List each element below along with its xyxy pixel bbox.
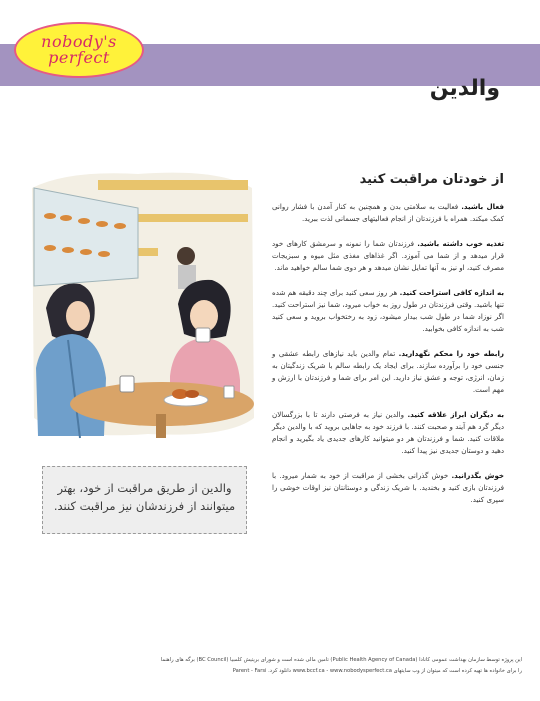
paragraph-eat-well <box>272 238 504 274</box>
cafe-illustration <box>28 168 256 440</box>
content-heading: از خودتان مراقبت کنید <box>359 172 504 187</box>
pull-quote: والدین از طریق مراقبت از خود، بهتر میتوانند از فرزندشان نیز مراقبت کنند. <box>42 466 247 534</box>
logo-line-2: perfect <box>48 48 110 67</box>
footer-credits <box>22 655 522 677</box>
paragraph-have-fun <box>272 470 504 506</box>
paragraph-lead: به دیگران ابراز علاقه کنید. <box>407 410 504 419</box>
paragraph-lead: به اندازه کافی استراحت کنید. <box>399 288 504 297</box>
paragraph-text: فرزندتان شما را نمونه و سرمشق کارهای خود قرار میدهد و از شما می آموزد. اگر غذاهای مغذی مثل میوه و سبزیجات مصرف کنید، او نیز به آنها تمایل نشان میدهد و هر دوی شما سالم خواهید ماند. <box>272 239 504 272</box>
paragraph-relationship <box>272 348 504 396</box>
paragraph-lead: خوش بگذرانید. <box>451 471 504 480</box>
paragraph-be-active <box>272 201 504 225</box>
paragraph-lead: رابطه خود را محکم نگهدارید. <box>398 349 504 358</box>
paragraph-text: تمام والدین باید نیازهای رابطه عشقی و جنسی خود را برآورده سازند. برای ایجاد یک رابطه سالم با شریک زندگیتان به زمان، انرژی، توجه و عشق نیاز دارید. این امر برای شما و فرزندتان با ارزش و مهم است. <box>272 349 504 394</box>
paragraph-socialize <box>272 409 504 457</box>
footer-line-1: این پروژه توسط سازمان بهداشت عمومی کانادا (Public Health Agency of Canada) تامین مالی شده است و شورای بریتیش کلمبیا (BC Council) برگه های راهنما <box>160 657 522 663</box>
paragraph-rest <box>272 287 504 335</box>
paragraph-text: فعالیت به سلامتی بدن و همچنین به کنار آمدن با فشار روانی کمک میکند. همراه با فرزندتان از انجام فعالیتهای جسمانی لذت ببرید. <box>272 202 504 223</box>
paragraph-text: والدین نیاز به فرصتی دارند تا با بزرگسالان دیگر گرد هم آیند و صحبت کنند. با فرزند خود به جاهایی بروید که با والدین دیگر ملاقات کنید. شما و فرزندتان هر دو میتوانید کارهای جدیدی یاد بگیرید و انجام دهید و دوستان جدیدی نیز پیدا کنید. <box>272 410 504 455</box>
paragraph-text: خوش گذرانی بخشی از مراقبت از خود به شمار میرود. با فرزندتان بازی کنید و بخندید. با شریک زندگی و دوستانتان نیز اوقات خوشی را سپری کنید. <box>272 471 504 504</box>
logo-line-1: nobody's <box>41 32 117 51</box>
logo-text <box>14 34 144 66</box>
main-content <box>272 172 504 519</box>
paragraph-text: هر روز سعی کنید برای چند دقیقه هم شده تنها باشید. وقتی فرزندتان در طول روز به خواب میرود، شما نیز استراحت کنید. اگر نوزاد شما در طول شب بیدار میشود، زود به رختخواب بروید و سعی کنید شب به اندازه کافی بخوابید. <box>272 288 504 333</box>
paragraph-lead: فعال باشید. <box>461 202 504 211</box>
footer-line-2: را برای خانواده ها تهیه کرده است که میتوان از وب سایتهای www.bccf.ca - www.nobodysperfect.ca دانلود کرد. Parent - Farsi <box>232 668 522 674</box>
paragraph-lead: تغذیه خوب داشته باشید. <box>417 239 504 248</box>
section-title: والدین <box>429 76 500 101</box>
